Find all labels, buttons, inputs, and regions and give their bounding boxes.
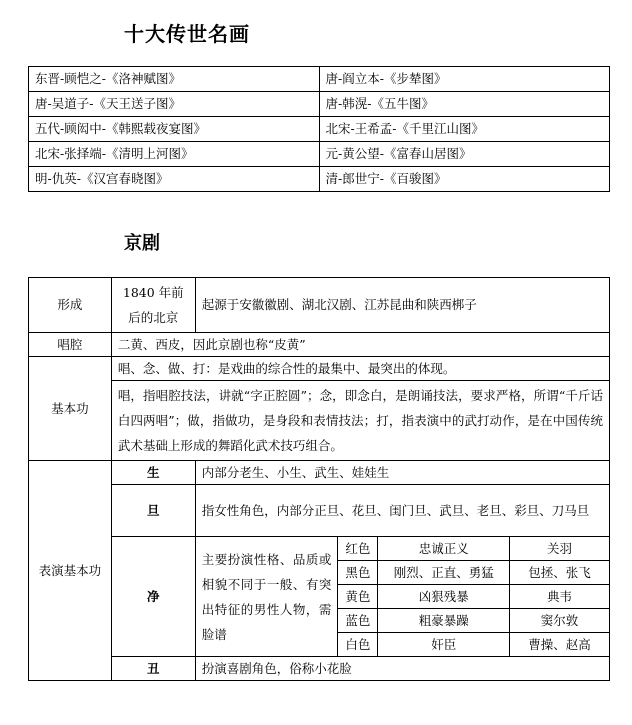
table-cell: 唐-吴道子-《天王送子图》 [29,92,320,117]
table-row [29,485,610,537]
role-jing: 净 [111,537,195,657]
row-label-performance: 表演基本功 [29,461,112,681]
table-cell: 元-黄公望-《富春山居图》 [319,142,609,167]
singing-text: 二黄、西皮，因此京剧也称“皮黄” [111,333,609,357]
peking-opera-table [28,277,610,681]
mask-example: 窦尔敦 [510,609,610,633]
table-cell: 东晋-顾恺之-《洛神赋图》 [29,67,320,92]
table-row [29,167,610,192]
mask-example: 典韦 [510,585,610,609]
mask-color: 黑色 [338,561,378,585]
basic-skills-line1: 唱、念、做、打：是戏曲的综合性的最集中、最突出的体现。 [111,357,609,381]
row-label-formation: 形成 [29,278,112,333]
table-cell: 北宋-张择端-《清明上河图》 [29,142,320,167]
table-cell: 唐-韩滉-《五牛图》 [319,92,609,117]
mask-meaning: 刚烈、正直、勇猛 [378,561,510,585]
mask-meaning: 忠诚正义 [378,537,510,561]
role-sheng: 生 [111,461,195,485]
role-sheng-desc: 内部分老生、小生、武生、娃娃生 [195,461,609,485]
mask-meaning: 凶狠残暴 [378,585,510,609]
mask-color: 蓝色 [338,609,378,633]
formation-origin: 起源于安徽徽剧、湖北汉剧、江苏昆曲和陕西梆子 [195,278,609,333]
role-chou: 丑 [111,657,195,681]
table-row [29,381,610,461]
mask-color: 黄色 [338,585,378,609]
table-row [29,333,610,357]
role-chou-desc: 扮演喜剧角色，俗称小花脸 [195,657,609,681]
section-title-paintings: 十大传世名画 [124,22,250,46]
mask-example: 包拯、张飞 [510,561,610,585]
table-row [29,461,610,485]
table-row [29,657,610,681]
mask-color: 白色 [338,633,378,657]
table-cell: 清-郎世宁-《百骏图》 [319,167,609,192]
mask-meaning: 粗豪暴躁 [378,609,510,633]
mask-color: 红色 [338,537,378,561]
role-dan: 旦 [111,485,195,537]
table-cell: 五代-顾闳中-《韩熙载夜宴图》 [29,117,320,142]
table-row [29,117,610,142]
paintings-table [28,66,610,192]
role-dan-desc: 指女性角色，内部分正旦、花旦、闺门旦、武旦、老旦、彩旦、刀马旦 [195,485,609,537]
table-cell: 唐-阎立本-《步辇图》 [319,67,609,92]
table-row [29,67,610,92]
role-jing-desc: 主要扮演性格、品质或相貌不同于一般、有突出特征的男性人物，需脸谱 [195,537,338,657]
mask-example: 关羽 [510,537,610,561]
mask-example: 曹操、赵高 [510,633,610,657]
row-label-singing: 唱腔 [29,333,112,357]
section-title-peking-opera: 京剧 [124,233,160,254]
table-row [29,537,610,561]
table-row [29,278,610,333]
table-row [29,142,610,167]
table-cell: 北宋-王希孟-《千里江山图》 [319,117,609,142]
table-row [29,92,610,117]
basic-skills-line2: 唱，指唱腔技法，讲就“字正腔圆”；念，即念白，是朗诵技法，要求严格，所谓“千斤话白四两唱”；做，指做功，是身段和表情技法；打，指表演中的武打动作，是在中国传统武术基础上形成的舞蹈化武术技巧组合。 [111,381,609,461]
row-label-basic-skills: 基本功 [29,357,112,461]
table-cell: 明-仇英-《汉宫春晓图》 [29,167,320,192]
table-row [29,357,610,381]
mask-meaning: 奸臣 [378,633,510,657]
formation-time-place: 1840 年前后的北京 [111,278,195,333]
